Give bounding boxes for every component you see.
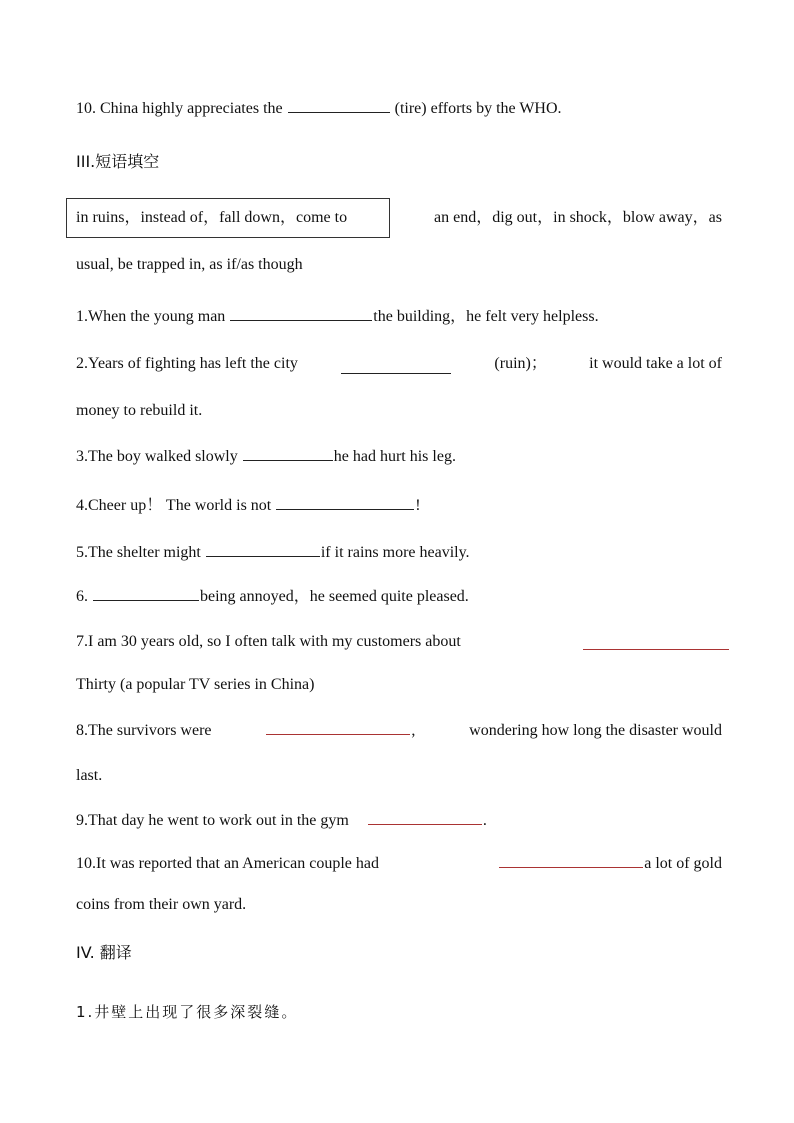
question-4: 4.Cheer up！ The world is not !: [76, 494, 421, 516]
question-8: 8.The survivors were , wondering how long the disaster would: [76, 719, 722, 741]
answer-blank[interactable]: [276, 494, 414, 510]
question-9: 9.That day he went to work out in the gym .: [76, 809, 487, 831]
question-10-previous: 10. China highly appreciates the (tire) efforts by the WHO.: [76, 97, 562, 119]
answer-blank[interactable]: [368, 809, 482, 825]
question-10-continuation: coins from their own yard.: [76, 896, 247, 913]
answer-blank[interactable]: [243, 445, 333, 461]
question-7-continuation: Thirty (a popular TV series in China): [76, 676, 315, 693]
question-2-continuation: money to rebuild it.: [76, 402, 203, 419]
phrase-bank-line-1: in ruins，instead of，fall down，come to an end，dig out，in shock，blow away，as: [76, 209, 722, 226]
question-6: 6. being annoyed，he seemed quite pleased.: [76, 585, 469, 607]
section-heading-translation: IV. 翻译: [76, 943, 132, 962]
answer-blank[interactable]: [230, 305, 372, 321]
answer-blank[interactable]: [206, 541, 320, 557]
answer-blank[interactable]: [93, 585, 199, 601]
question-2: 2.Years of fighting has left the city (ruin)； it would take a lot of: [76, 355, 722, 372]
question-10: 10.It was reported that an American couple had a lot of gold: [76, 852, 722, 874]
answer-blank[interactable]: [266, 719, 410, 735]
question-5: 5.The shelter might if it rains more heavily.: [76, 541, 470, 563]
answer-blank[interactable]: [341, 358, 451, 374]
translation-item-1: 1.井壁上出现了很多深裂缝。: [76, 1003, 299, 1021]
question-8-continuation: last.: [76, 767, 103, 784]
question-3: 3.The boy walked slowly he had hurt his leg.: [76, 445, 456, 467]
answer-blank[interactable]: [499, 852, 643, 868]
answer-blank[interactable]: [583, 634, 729, 650]
question-1: 1.When the young man the building，he felt very helpless.: [76, 305, 599, 327]
question-7: 7.I am 30 years old, so I often talk with my customers about: [76, 633, 461, 650]
answer-blank[interactable]: [288, 97, 390, 113]
section-heading-phrase-fill: III.短语填空: [76, 152, 160, 171]
phrase-bank-line-2: usual, be trapped in, as if/as though: [76, 256, 303, 273]
